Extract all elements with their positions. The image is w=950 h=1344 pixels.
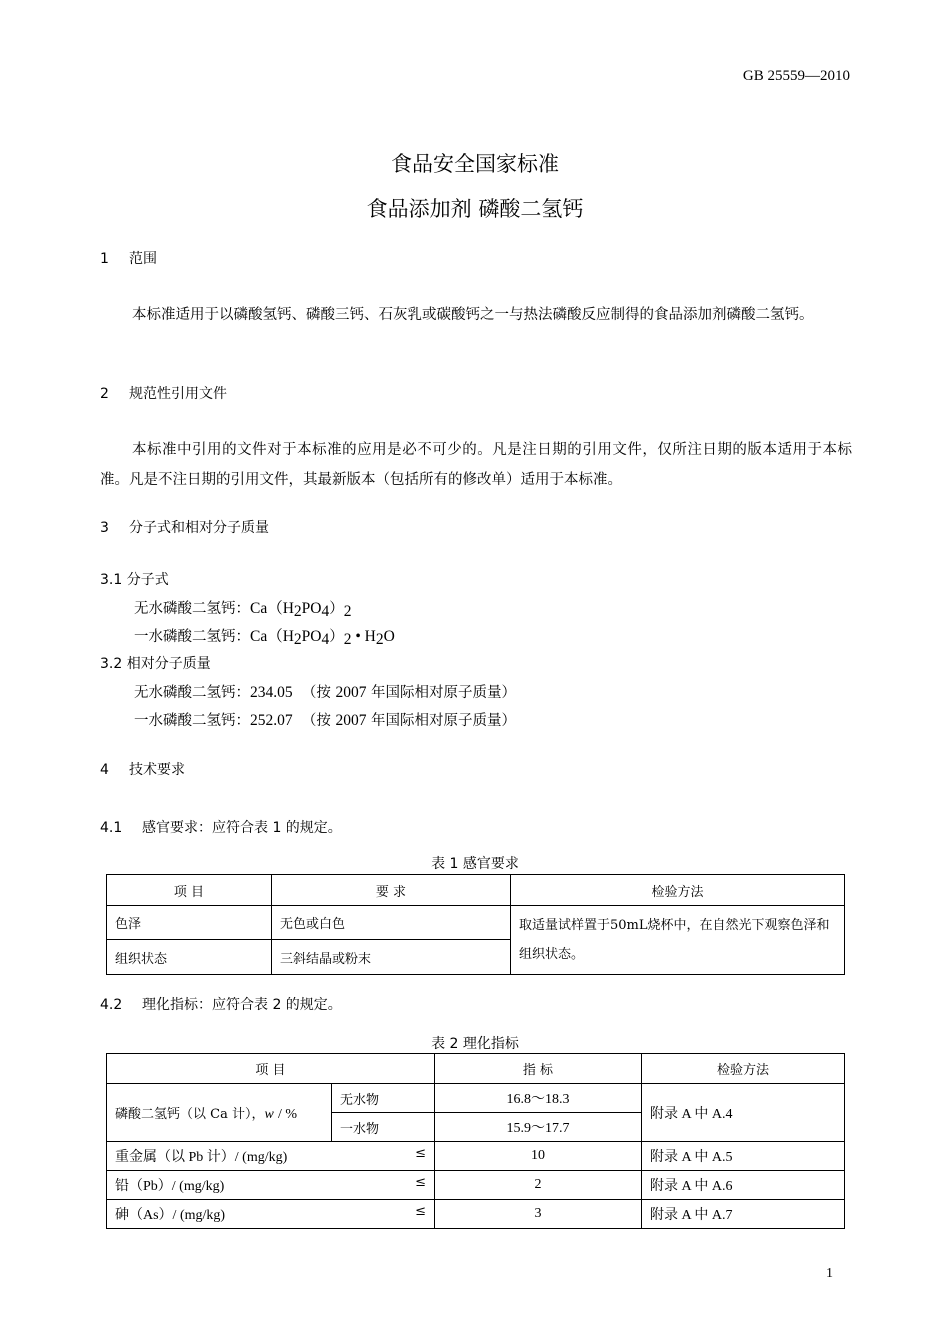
section-2-paragraph: 本标准中引用的文件对于本标准的应用是必不可少的。凡是注日期的引用文件，仅所注日期的版本适用于本标准。凡是不注日期的引用文件，其最新版本（包括所有的修改单）适用于本标准。: [100, 442, 852, 488]
page-number: 1: [826, 1266, 833, 1281]
formula-anhydrous: 无水磷酸二氢钙：$Ca(H_2PO_4)_2$: [134, 600, 352, 620]
section-3-2-heading: 3.2 相对分子质量: [100, 656, 211, 672]
table-1: [106, 874, 845, 975]
table-2-header-method: 检验方法: [642, 1054, 845, 1084]
doc-subtitle: 食品添加剂 磷酸二氢钙: [366, 197, 584, 221]
table-1-row-color-value: 无色或白色: [272, 906, 511, 940]
formula-monohydrate: 一水磷酸二氢钙：$Ca(H_2PO_4)_2$ • $H_2O$: [134, 628, 395, 648]
table-1-method: 取适量试样置于50mL烧杯中，在自然光下观察色泽和组织状态。: [511, 906, 845, 975]
section-4-1: 4.1 感官要求：应符合表 1 的规定。: [100, 820, 342, 836]
table-1-row-state-label: 组织状态: [107, 940, 272, 975]
table-2-sub-monohydrate: 一水物: [332, 1113, 435, 1142]
section-4-heading: 4 技术要求: [100, 762, 185, 778]
table-2-row-heavy-metals-method: 附录 A 中 A.5: [642, 1142, 845, 1171]
section-2-heading: 2 规范性引用文件: [100, 386, 227, 402]
table-2-value-anhydrous: 16.8～18.3: [435, 1084, 642, 1113]
section-1-heading: 1 范围: [100, 251, 157, 267]
table-1-header-method: 检验方法: [511, 875, 845, 906]
table-2-method-content: 附录 A 中 A.4: [642, 1084, 845, 1142]
table-2-header-item: 项 目: [107, 1054, 435, 1084]
table-2-row-arsenic-method: 附录 A 中 A.7: [642, 1200, 845, 1229]
table-1-header-requirement: 要 求: [272, 875, 511, 906]
section-3-heading: 3 分子式和相对分子质量: [100, 520, 269, 536]
table-1-header-item: 项 目: [107, 875, 272, 906]
table-2-sub-anhydrous: 无水物: [332, 1084, 435, 1113]
table-2-row-lead-method: 附录 A 中 A.6: [642, 1171, 845, 1200]
mass-anhydrous: 无水磷酸二氢钙：234.05 （按 2007 年国际相对原子质量）: [134, 684, 517, 701]
table-2-row-heavy-metals-label: 重金属（以 Pb 计）/ (mg/kg) ≤: [107, 1142, 435, 1171]
table-2-value-monohydrate: 15.9～17.7: [435, 1113, 642, 1142]
table-2-row-arsenic-label: 砷（As）/ (mg/kg) ≤: [107, 1200, 435, 1229]
section-4-2: 4.2 理化指标：应符合表 2 的规定。: [100, 997, 342, 1013]
table-2-row-heavy-metals-value: 10: [435, 1142, 642, 1171]
table-2-row-lead-label: 铅（Pb）/ (mg/kg) ≤: [107, 1171, 435, 1200]
table-2: [106, 1053, 845, 1229]
table-2-row-content-label: 磷酸二氢钙（以 Ca 计），w / %: [107, 1084, 332, 1142]
table-2-header-value: 指 标: [435, 1054, 642, 1084]
table-2-row-arsenic-value: 3: [435, 1200, 642, 1229]
mass-monohydrate: 一水磷酸二氢钙：252.07 （按 2007 年国际相对原子质量）: [134, 712, 517, 729]
table-1-row-color-label: 色泽: [107, 906, 272, 940]
table-2-row-lead-value: 2: [435, 1171, 642, 1200]
table-1-row-state-value: 三斜结晶或粉末: [272, 940, 511, 975]
standard-number: GB 25559—2010: [742, 68, 850, 84]
section-1-paragraph: 本标准适用于以磷酸氢钙、磷酸三钙、石灰乳或碳酸钙之一与热法磷酸反应制得的食品添加剂磷酸二氢钙。: [132, 307, 814, 323]
doc-title: 食品安全国家标准: [391, 152, 559, 176]
table-1-caption: 表 1 感官要求: [431, 856, 519, 872]
section-3-1-heading: 3.1 分子式: [100, 572, 169, 588]
table-2-caption: 表 2 理化指标: [431, 1036, 519, 1052]
